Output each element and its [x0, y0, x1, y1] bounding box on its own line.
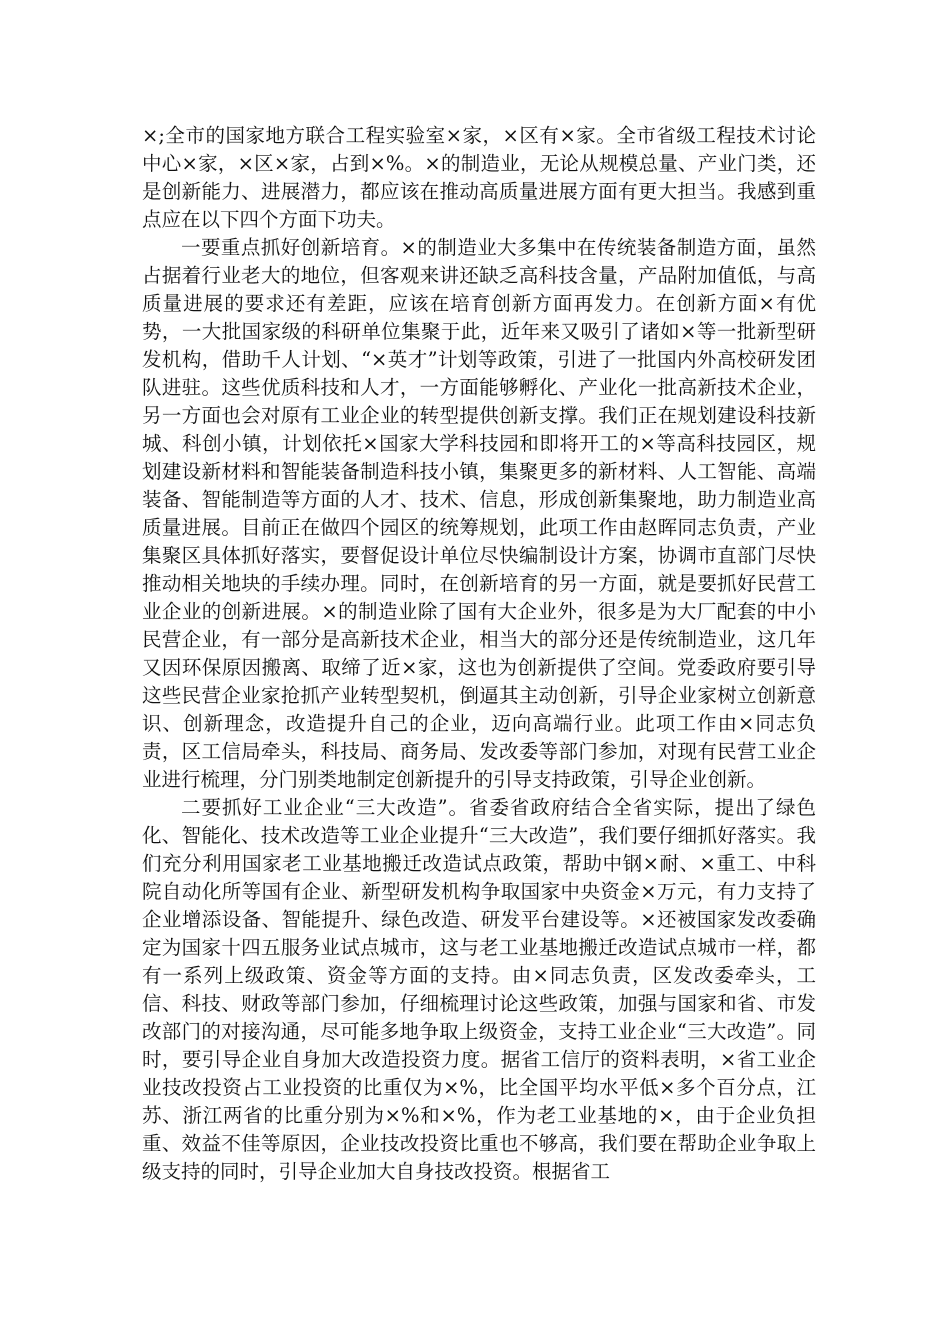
document-body	[142, 122, 816, 1186]
paragraph-continued: ×;全市的国家地方联合工程实验室×家，×区有×家。全市省级工程技术讨论中心×家，×区×家，占到×%。×的制造业，无论从规模总量、产业门类，还是创新能力、进展潜力，都应该在推动高质量进展方面有更大担当。我感到重点应在以下四个方面下功夫。	[142, 124, 816, 231]
paragraph-three-transformations: 二要抓好工业企业“三大改造”。省委省政府结合全省实际，提出了绿色化、智能化、技术改造等工业企业提升“三大改造”，我们要仔细抓好落实。我们充分利用国家老工业基地搬迁改造试点政策，帮助中钢×耐、×重工、中科院自动化所等国有企业、新型研发机构争取国家中央资金×万元，有力支持了企业增添设备、智能提升、绿色改造、研发平台建设等。×还被国家发改委确定为国家十四五服务业试点城市，这与老工业基地搬迁改造试点城市一样，都有一系列上级政策、资金等方面的支持。由×同志负责，区发改委牵头，工信、科技、财政等部门参加，仔细梳理讨论这些政策，加强与国家和省、市发改部门的对接沟通，尽可能多地争取上级资金，支持工业企业“三大改造”。同时，要引导企业自身加大改造投资力度。据省工信厅的资料表明，×省工业企业技改投资占工业投资的比重仅为×%，比全国平均水平低×多个百分点，江苏、浙江两省的比重分别为×%和×%，作为老工业基地的×，由于企业负担重、效益不佳等原因，企业技改投资比重也不够高，我们要在帮助企业争取上级支持的同时，引导企业加大自身技改投资。根据省工	[142, 796, 816, 1183]
paragraph-innovation: 一要重点抓好创新培育。×的制造业大多集中在传统装备制造方面，虽然占据着行业老大的地位，但客观来讲还缺乏高科技含量，产品附加值低，与高质量进展的要求还有差距，应该在培育创新方面再发力。在创新方面×有优势，一大批国家级的科研单位集聚于此，近年来又吸引了诸如×等一批新型研发机构，借助千人计划、“×英才”计划等政策，引进了一批国内外高校研发团队进驻。这些优质科技和人才，一方面能够孵化、产业化一批高新技术企业，另一方面也会对原有工业企业的转型提供创新支撑。我们正在规划建设科技新城、科创小镇，计划依托×国家大学科技园和即将开工的×等高科技园区，规划建设新材料和智能装备制造科技小镇，集聚更多的新材料、人工智能、高端装备、智能制造等方面的人才、技术、信息，形成创新集聚地，助力制造业高质量进展。目前正在做四个园区的统筹规划，此项工作由赵晖同志负责，产业集聚区具体抓好落实，要督促设计单位尽快编制设计方案，协调市直部门尽快推动相关地块的手续办理。同时，在创新培育的另一方面，就是要抓好民营工业企业的创新进展。×的制造业除了国有大企业外，很多是为大厂配套的中小民营企业，有一部分是高新技术企业，相当大的部分还是传统制造业，这几年又因环保原因搬离、取缔了近×家，这也为创新提供了空间。党委政府要引导这些民营企业家抢抓产业转型契机，倒逼其主动创新，引导企业家树立创新意识、创新理念，改造提升自己的企业，迈向高端行业。此项工作由×同志负责，区工信局牵头，科技局、商务局、发改委等部门参加，对现有民营工业企业进行梳理，分门别类地制定创新提升的引导支持政策，引导企业创新。	[142, 236, 816, 791]
